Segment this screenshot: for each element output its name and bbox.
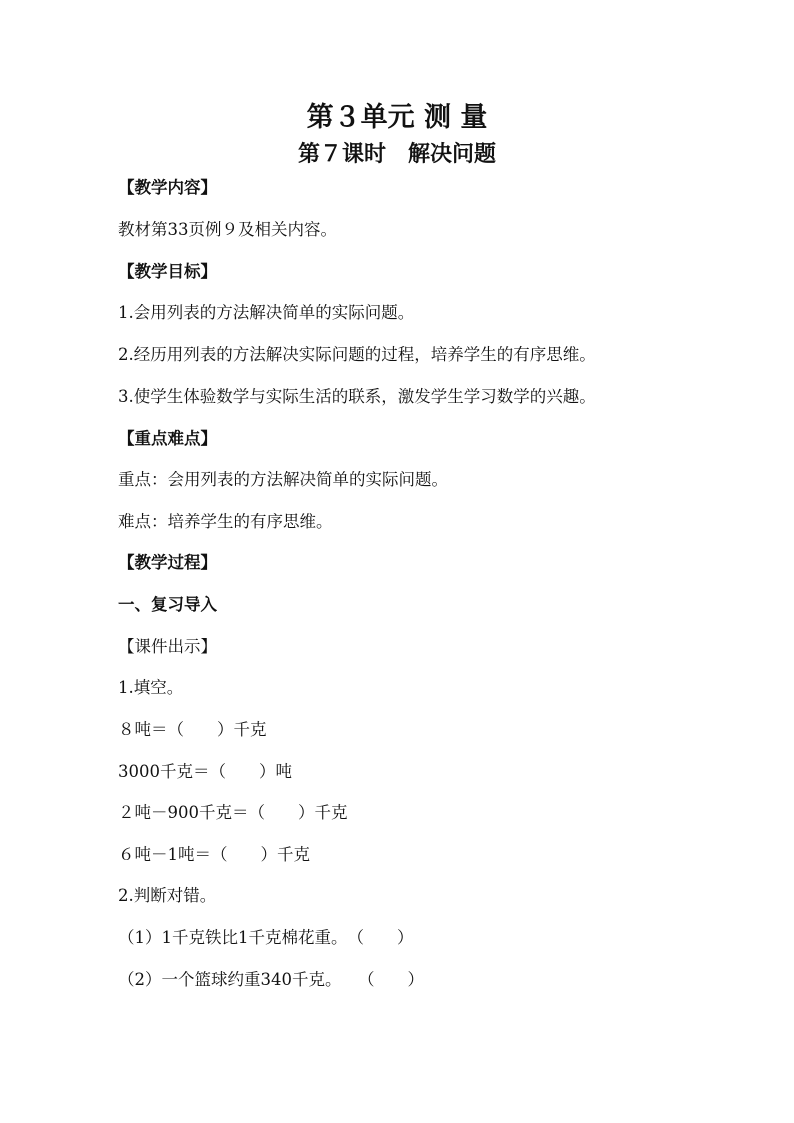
difficulty-text: 难点：培养学生的有序思维。 (118, 512, 333, 531)
keypoint-text: 重点：会用列表的方法解决简单的实际问题。 (118, 470, 448, 489)
content-text: 教材第33页例９及相关内容。 (118, 220, 337, 239)
courseware-heading: 【课件出示】 (118, 637, 217, 656)
fill-blank-item: ８吨＝（ ）千克 (118, 720, 267, 739)
lesson-title: 第７课时 解决问题 (297, 142, 496, 167)
fill-blank-item: ６吨－1吨＝（ ）千克 (118, 845, 310, 864)
question-2-title: 2.判断对错。 (118, 886, 217, 905)
goal-item: 3.使学生体验数学与实际生活的联系，激发学生学习数学的兴趣。 (118, 387, 596, 406)
goals-heading: 【教学目标】 (118, 262, 217, 281)
fill-blank-item: 3000千克＝（ ）吨 (118, 762, 292, 781)
goal-item: 2.经历用列表的方法解决实际问题的过程，培养学生的有序思维。 (118, 345, 596, 364)
content-heading: 【教学内容】 (118, 178, 217, 197)
true-false-item: （1）1千克铁比1千克棉花重。 （ ） (118, 928, 414, 947)
review-heading: 一、复习导入 (118, 595, 217, 614)
question-1-title: 1.填空。 (118, 678, 184, 697)
fill-blank-item: ２吨－900千克＝（ ）千克 (118, 803, 348, 822)
true-false-item: （2）一个篮球约重340千克。 （ ） (118, 970, 424, 989)
goal-item: 1.会用列表的方法解决简单的实际问题。 (118, 303, 415, 322)
keypoints-heading: 【重点难点】 (118, 429, 217, 448)
process-heading: 【教学过程】 (118, 553, 217, 572)
unit-title: 第３单元 测 量 (306, 102, 488, 133)
